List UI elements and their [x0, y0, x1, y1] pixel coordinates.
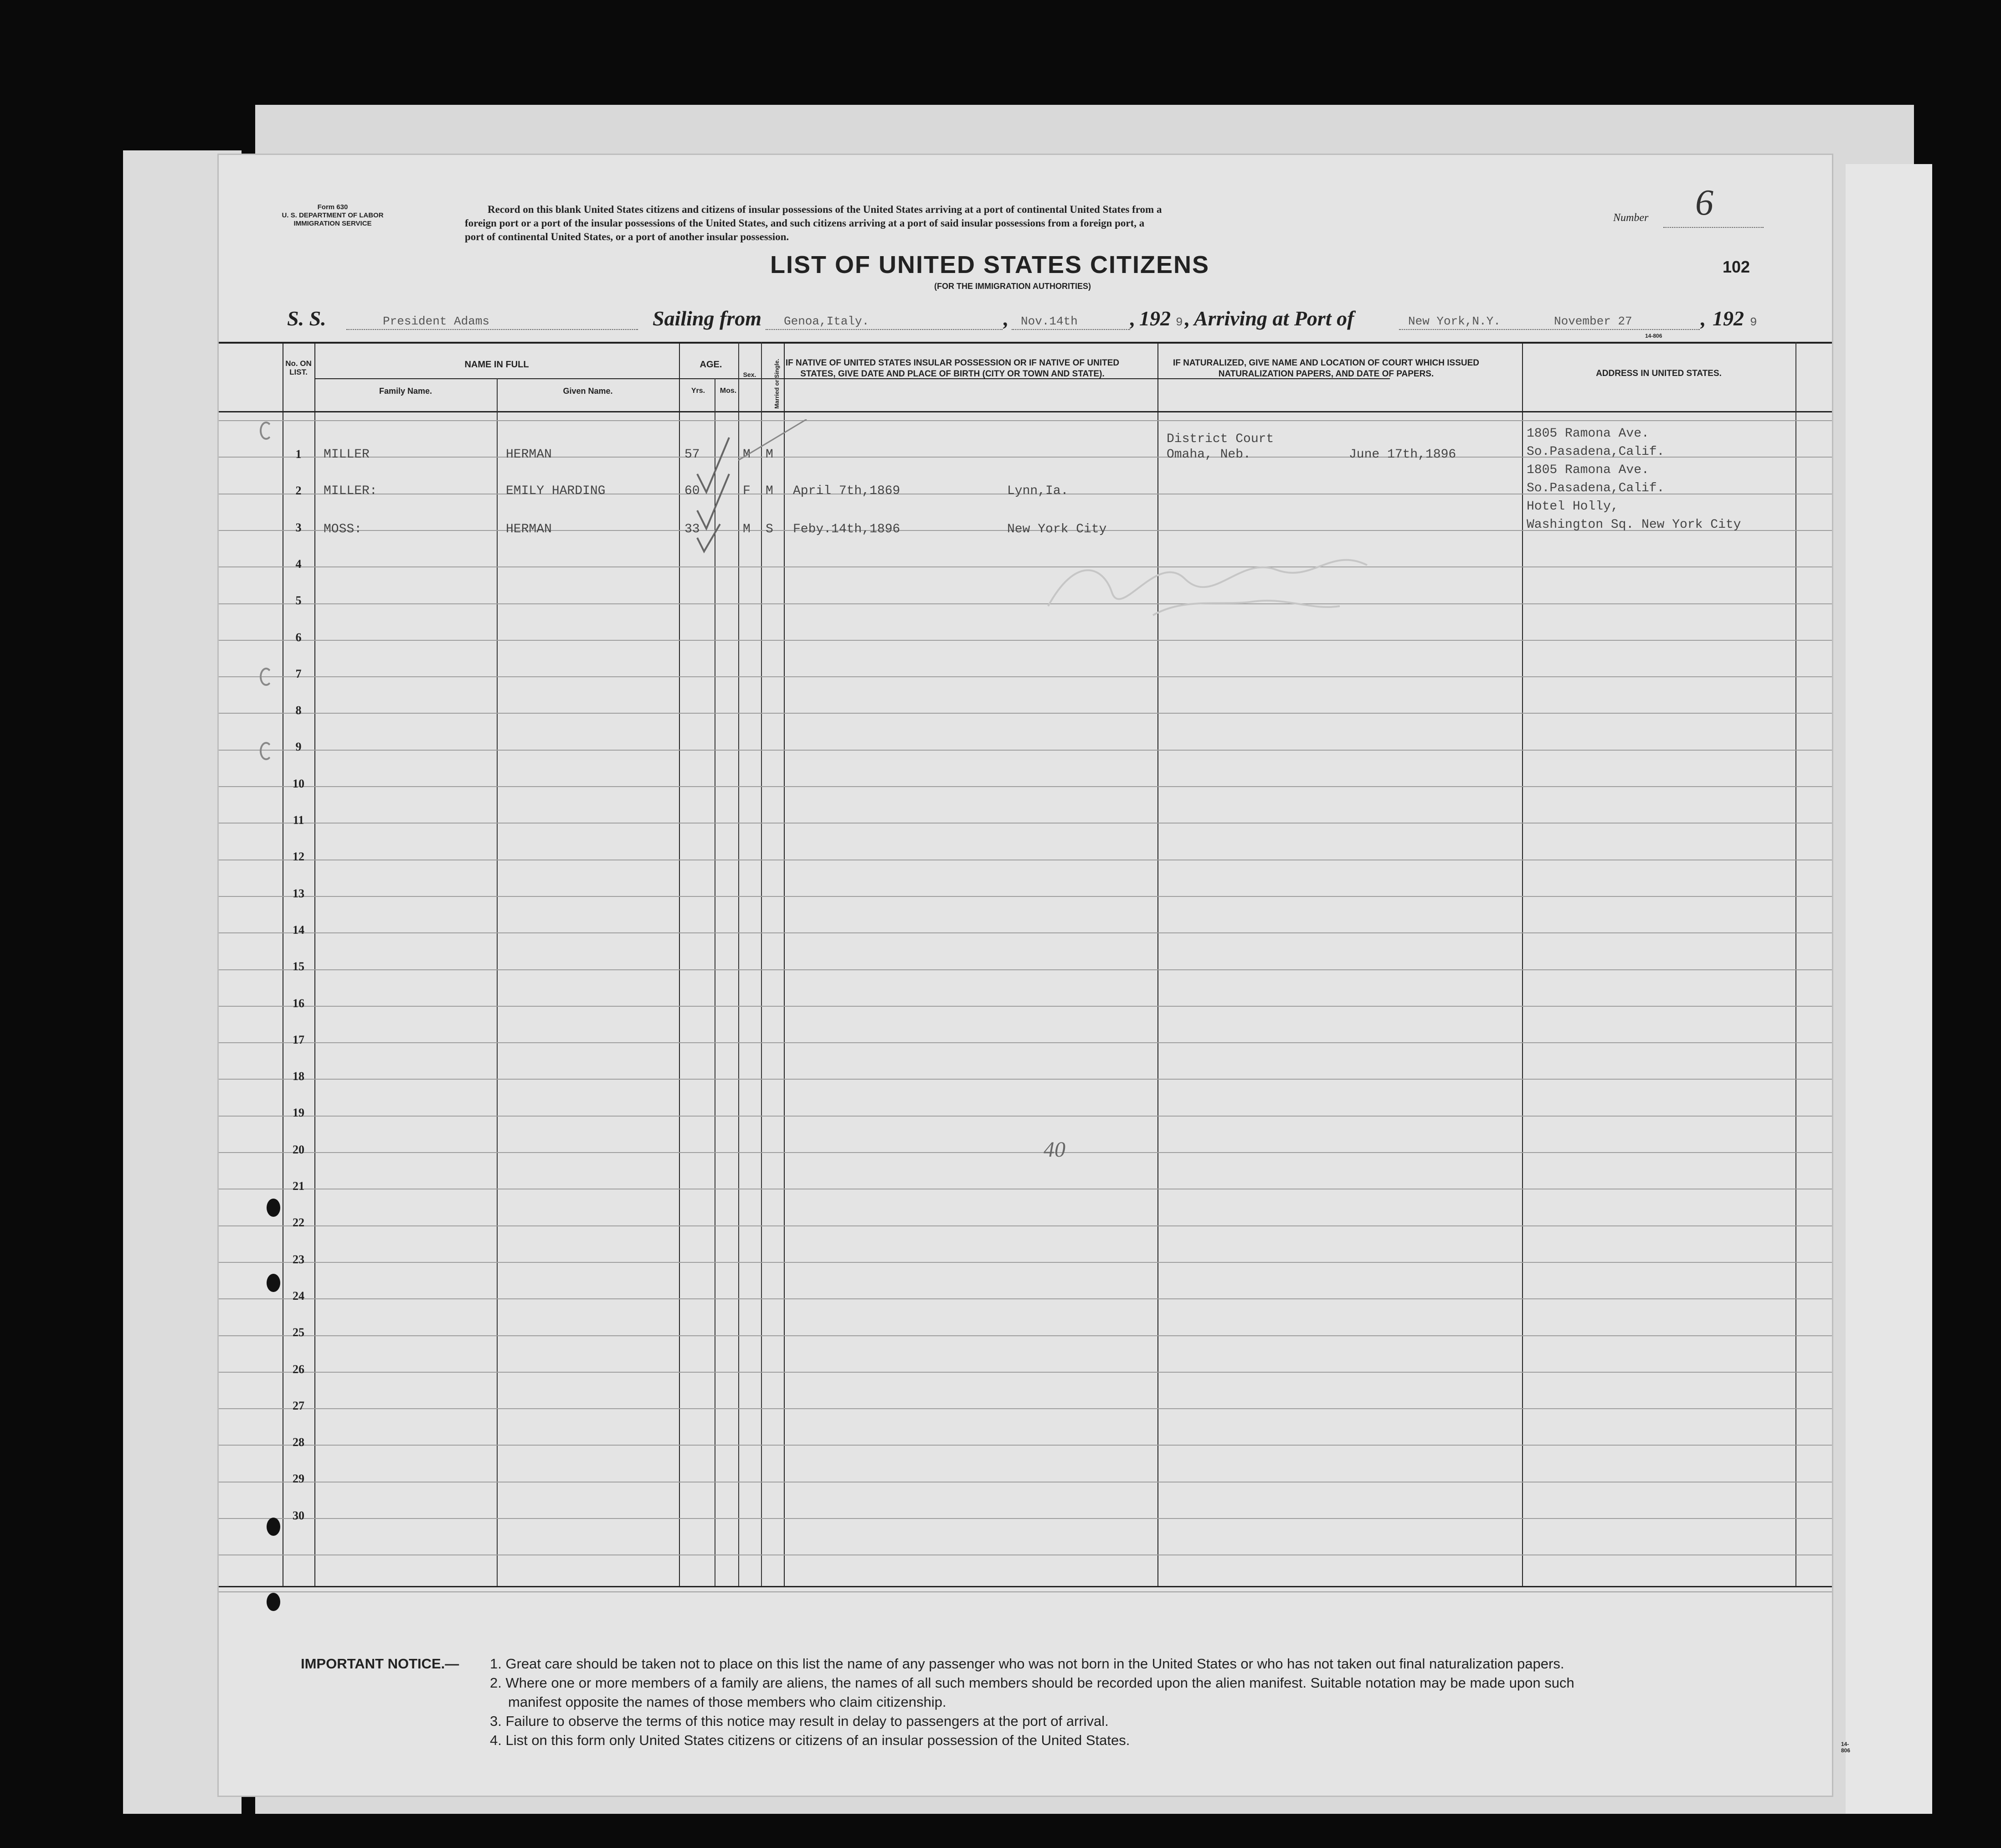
table-top-border [219, 342, 1832, 344]
col-divider [314, 342, 315, 1586]
row-number: 7 [295, 667, 302, 680]
row-rule [219, 1445, 1832, 1446]
row-number: 11 [293, 813, 304, 827]
notice-item: 2. Where one or more members of a family are aliens, the names of all such members should be recorded upon the alien manifest. Suitable notation may be made upon such [490, 1675, 1574, 1691]
given-name: EMILY HARDING [506, 484, 606, 498]
arriving-port: New York,N.Y. [1408, 314, 1501, 328]
birth-place: New York City [1007, 522, 1107, 536]
row-rule [219, 676, 1832, 677]
row-number: 30 [293, 1509, 304, 1522]
row-rule [219, 420, 1832, 421]
citizens-list-form: Form 630 U. S. DEPARTMENT OF LABOR IMMIGRATION SERVICE Record on this blank United States citizens and citizens of insular possessions of the United States arriving at a port of continental United States from a foreign port or a port of the insular possessions of the United States, and such citizens arriving at a port of said insular possessions from a foreign port, a port of continental United States, or a port of another insular possession. Number 6 LIST OF UNITED STATES CITIZENS (FOR THE IMMIGRATION AUTHORITIES) 102 S. S. President Adams Sailing from Genoa,Italy. , Nov.14th , 192 9 , Arriving at Port of New York,N.Y. November 27 , 192 9 14-806 No. ON LIST. NAME IN FULL Family Name. Given Name. AGE. Yrs. Mos. Sex. Married or Single. IF NATIVE OF UNITED STATES INSULAR POSSESSION OR IF NATIVE OF UNITED STATES, GIVE DATE AND PLACE OF BIRTH (CITY OR TOWN AND STATE). IF NATURALIZED, GIVE NAME AND LOCATION OF COURT WHICH ISSUED NATURALIZATION PAPERS, AND DATE OF PAPERS. ADDRESS IN UNITED STATES. 1 2 3 4 5 6 7 8 9 10 11 12 13 14 15 16 17 18 19 20 21 22 23 24 25 26 27 28 29 30 MILLER HERMAN 57 M M District Court Omaha, Neb. June 17th,1896 1805 Ramona Ave. So.Pasadena,Calif. MILLER: EMILY HARDING 60 F M April 7th,1869 Lynn,Ia. 1805 Ramona Ave. So.Pasadena,Calif. MOSS: HERMAN 33 M S Feby.14th,1896 New York City Hotel Holly, Washington Sq. New York City 40 IMPORTANT NOTICE.— 1. Great care should be taken not to place on this list the name of any passenger who was not born in the United States or who has not taken out final naturalization papers. 2. Where one or more members of a family are aliens, the names of all such members should be recorded upon the alien manifest. Suitable notation may be made upon such manifest opposite the names of those members who claim citizenship. 3. Failure to observe the terms of this notice may result in delay to passengers at the port of arrival. 4. List on this form only United States citizens or citizens of an insular possession of the United States. 14-806 [219, 155, 1832, 1796]
court-name: District Court [1167, 432, 1274, 446]
sex: F [743, 484, 751, 498]
birth-date: April 7th,1869 [793, 484, 900, 498]
age-years: 60 [684, 484, 700, 498]
number-label: Number [1613, 212, 1649, 224]
court-location: Omaha, Neb. [1167, 448, 1251, 462]
row-number: 29 [293, 1472, 304, 1485]
age-years: 33 [684, 522, 700, 536]
header-bottom-border [219, 411, 1832, 412]
row-rule [219, 896, 1832, 897]
row-number: 8 [295, 704, 302, 717]
marital-status: M [766, 448, 773, 462]
col-divider [679, 342, 680, 1586]
row-rule [219, 1591, 1832, 1592]
punch-hole [267, 1593, 280, 1611]
form-title: LIST OF UNITED STATES CITIZENS [770, 251, 1209, 278]
handwritten-mark: 40 [1044, 1138, 1065, 1162]
number-value: 6 [1695, 183, 1713, 223]
address-line1: 1805 Ramona Ave. [1527, 463, 1649, 477]
number-line [1663, 227, 1764, 228]
row-number: 18 [293, 1070, 304, 1083]
address-line2: Washington Sq. New York City [1527, 518, 1741, 532]
row-rule [219, 566, 1832, 567]
marital-status: S [766, 522, 773, 536]
important-notice [301, 1654, 1805, 1750]
row-number: 5 [295, 594, 302, 607]
row-rule [219, 750, 1832, 751]
row-rule [219, 1262, 1832, 1263]
row-number: 15 [293, 960, 304, 973]
form-info [269, 203, 396, 228]
row-rule [219, 1079, 1832, 1080]
row-rule [219, 1152, 1832, 1153]
row-number: 9 [295, 740, 302, 753]
arriving-date: November 27 [1554, 314, 1632, 328]
department: U. S. DEPARTMENT OF LABOR [282, 211, 384, 219]
arriving-year: 9 [1750, 315, 1757, 329]
back-sheet-right [1846, 164, 1932, 1814]
ship-name: President Adams [383, 314, 490, 328]
col-no-on-list: No. ON LIST. [285, 359, 312, 376]
address-line1: 1805 Ramona Ave. [1527, 427, 1649, 441]
row-rule [219, 1225, 1832, 1226]
row-rule [219, 1116, 1832, 1117]
row-rule [219, 713, 1832, 714]
sex: M [743, 448, 751, 462]
sex: M [743, 522, 751, 536]
ss-label: S. S. [287, 307, 326, 330]
notice-item: manifest opposite the names of those members who claim citizenship. [508, 1694, 946, 1710]
row-number: 10 [293, 777, 304, 790]
row-number: 28 [293, 1436, 304, 1449]
col-age: AGE. [700, 360, 722, 370]
form-number: Form 630 [317, 203, 348, 211]
row-rule [219, 823, 1832, 824]
arriving-line [1399, 329, 1700, 330]
binding-ring [260, 668, 273, 686]
row-number: 22 [293, 1216, 304, 1229]
row-rule [219, 786, 1832, 787]
col-naturalized: IF NATURALIZED, GIVE NAME AND LOCATION OF COURT WHICH ISSUED NATURALIZATION PAPERS, AND DATE OF PAPERS. [1173, 358, 1479, 379]
intro-line: foreign port or a port of the insular possessions of the United States, and such citizens arriving at a port of said insular possessions from a foreign port, a [465, 217, 1145, 229]
sailing-date: Nov.14th [1021, 314, 1078, 328]
col-yrs: Yrs. [691, 387, 705, 395]
service: IMMIGRATION SERVICE [293, 220, 372, 227]
given-name: HERMAN [506, 522, 552, 536]
court-date: June 17th,1896 [1349, 448, 1456, 462]
page-number: 102 [1723, 257, 1750, 276]
punch-hole [267, 1518, 280, 1536]
given-name: HERMAN [506, 448, 552, 462]
intro-text [465, 203, 1577, 244]
row-number: 19 [293, 1106, 304, 1119]
col-name-in-full: NAME IN FULL [464, 360, 529, 370]
row-rule [219, 969, 1832, 970]
footer-code: 14-806 [1841, 1741, 1851, 1754]
row-number: 6 [295, 631, 302, 644]
sailing-date-line [1012, 329, 1130, 330]
row-rule [219, 640, 1832, 641]
punch-hole [267, 1274, 280, 1292]
binding-ring [260, 422, 273, 440]
col-birth: IF NATIVE OF UNITED STATES INSULAR POSSESSION OR IF NATIVE OF UNITED STATES, GIVE DATE AND PLACE OF BIRTH (CITY OR TOWN AND STATE). [785, 358, 1120, 379]
table-bottom-border [219, 1586, 1832, 1587]
sailing-year-prefix: 192 [1139, 307, 1171, 330]
check-marks [693, 419, 811, 556]
row-number: 4 [295, 557, 302, 571]
col-divider [1522, 342, 1523, 1586]
address-line2: So.Pasadena,Calif. [1527, 445, 1665, 459]
row-number: 3 [295, 521, 302, 534]
col-family-name: Family Name. [379, 386, 432, 396]
row-rule [219, 1006, 1832, 1007]
notice-item: 1. Great care should be taken not to place on this list the name of any passenger who was not born in the United States or who has not taken out final naturalization papers. [490, 1656, 1564, 1672]
row-rule [219, 1408, 1832, 1409]
family-name: MOSS: [324, 522, 362, 536]
family-name: MILLER [324, 448, 370, 462]
birth-place: Lynn,Ia. [1007, 484, 1069, 498]
row-rule [219, 1298, 1832, 1299]
col-married-single: Married or Single. [773, 359, 780, 409]
col-sex: Sex. [743, 371, 756, 378]
row-number: 26 [293, 1363, 304, 1376]
row-number: 16 [293, 997, 304, 1010]
print-code: 14-806 [1645, 333, 1662, 339]
row-rule [219, 1482, 1832, 1483]
notice-item: 4. List on this form only United States citizens or citizens of an insular possession of the United States. [490, 1732, 1130, 1748]
intro-line: Record on this blank United States citizens and citizens of insular possessions of the United States arriving at a port of continental United States from a [488, 204, 1162, 215]
row-number: 25 [293, 1326, 304, 1339]
col-mos: Mos. [720, 387, 737, 395]
row-rule [219, 1372, 1832, 1373]
marital-status: M [766, 484, 773, 498]
row-number: 27 [293, 1399, 304, 1412]
row-number: 1 [295, 448, 302, 461]
address-line2: So.Pasadena,Calif. [1527, 481, 1665, 495]
birth-date: Feby.14th,1896 [793, 522, 900, 536]
row-number: 13 [293, 887, 304, 900]
sailing-year: 9 [1176, 315, 1183, 329]
punch-hole [267, 1199, 280, 1217]
notice-heading: IMPORTANT NOTICE.— [301, 1656, 459, 1672]
row-rule [219, 1518, 1832, 1519]
faint-handwriting [1039, 538, 1385, 629]
intro-line: port of continental United States, or a port of another insular possession. [465, 231, 789, 242]
binding-ring [260, 742, 273, 760]
row-number: 23 [293, 1253, 304, 1266]
ship-line [346, 329, 638, 330]
row-number: 17 [293, 1033, 304, 1046]
row-rule [219, 932, 1832, 933]
sailing-label: Sailing from [653, 307, 762, 330]
number-field [1613, 212, 1648, 224]
sailing-from: Genoa,Italy. [784, 314, 869, 328]
row-rule [219, 1335, 1832, 1336]
row-number: 12 [293, 850, 304, 863]
arriving-label: Arriving at Port of [1194, 307, 1354, 330]
col-divider [497, 378, 498, 1586]
family-name: MILLER: [324, 484, 377, 498]
address-line1: Hotel Holly, [1527, 499, 1619, 514]
sailing-from-line [766, 329, 1003, 330]
col-divider [1795, 342, 1796, 1586]
notice-item: 3. Failure to observe the terms of this notice may result in delay to passengers at the port of arrival. [490, 1713, 1109, 1729]
age-years: 57 [684, 448, 700, 462]
row-number: 21 [293, 1179, 304, 1193]
col-address: ADDRESS IN UNITED STATES. [1596, 369, 1722, 378]
row-number: 24 [293, 1289, 304, 1302]
arriving-year-prefix: 192 [1713, 307, 1744, 330]
col-divider [1157, 342, 1158, 1586]
form-subtitle: (FOR THE IMMIGRATION AUTHORITIES) [934, 282, 1091, 291]
row-rule [219, 1042, 1832, 1043]
col-given-name: Given Name. [563, 386, 613, 396]
row-number: 20 [293, 1143, 304, 1156]
row-number: 2 [295, 484, 302, 497]
row-rule [219, 603, 1832, 604]
row-number: 14 [293, 923, 304, 937]
